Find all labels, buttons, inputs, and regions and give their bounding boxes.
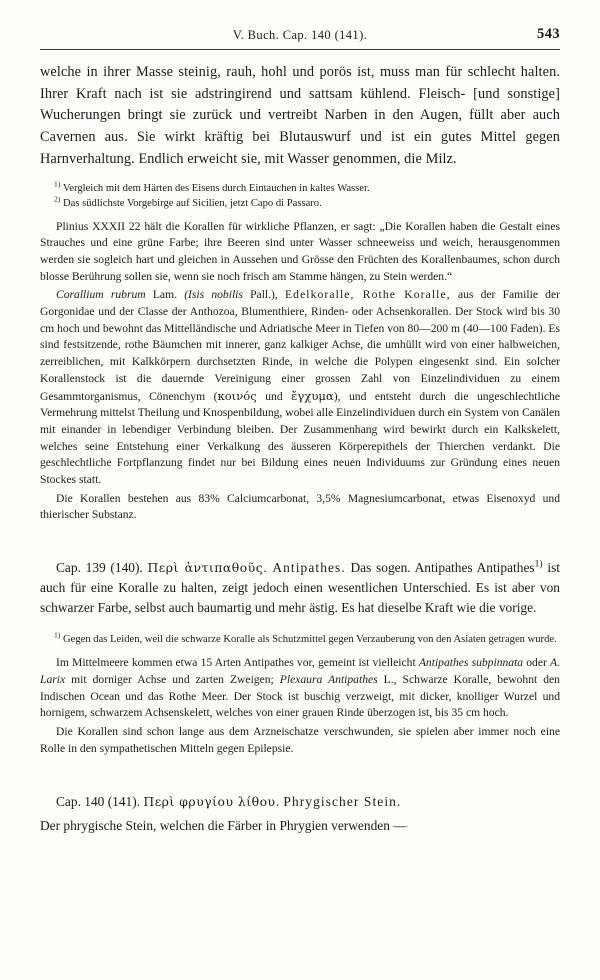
- species-plexaura-antipathes: Plexaura Antipathes: [279, 673, 378, 687]
- commentary-pre: Im Mittelmeere kommen etwa 15 Arten Antipathes vor, gemeint ist vielleicht: [56, 656, 419, 670]
- footnote-block: [40, 181, 560, 211]
- chapter-139-latin-title: Antipathes.: [272, 560, 346, 576]
- commentary-corallium: [40, 287, 560, 488]
- greek-term-enchyma: ἔγχυμα: [291, 388, 334, 403]
- chapter-139-footnote: [40, 632, 560, 647]
- section-gap: [40, 526, 560, 542]
- chapter-139-gap: [40, 622, 560, 632]
- commentary-mid-1: oder: [523, 656, 550, 670]
- page-number: 543: [537, 26, 560, 42]
- species-antipathes-subpinnata: Antipathes subpinnata: [418, 656, 524, 670]
- chapter-140-heading: [40, 792, 560, 812]
- chapter-139-commentary-2: Die Korallen sind schon lange aus dem Arzneischatze verschwunden, sie spielen aber immer noch eine Rolle in den sympathetischen Mitteln gegen Epilepsie.: [40, 725, 560, 755]
- footnote-1-text: Vergleich mit dem Härten des Eisens durch Eintauchen in kaltes Wasser.: [62, 182, 370, 194]
- chapter-139-footnote-block: [40, 632, 560, 647]
- corallium-description: aus der Familie der Gorgonidae und der Classe der Anthozoa, Blumenthiere, Rinden- oder Achsenkorallen. Der Stock wird bis 30 cm hoch und bewohnt das Mittelländische und Adriatische Meer in Tiefen von 80—200 m (40—100 Faden). Es sind festsitzende, rothe Bäumchen mit innerer, ganz kalkiger Achse, die umhüllt wird von einer halbweichen, zerreiblichen, mit Kalkkörpern durchsetzten Rinde, in welche die Polypen eingesenkt sind. Ein solcher Korallenstock ist die dauernde Vereinigung einer grossen Zahl von Einzelindividuen zu einem Gesammtorganismus, Cönenchym (: [40, 288, 560, 403]
- chapter-140-latin-title: Phrygischer Stein.: [283, 793, 402, 809]
- commentary-mid-2: mit dorniger Achse und zarten Zweigen;: [65, 673, 280, 687]
- chapter-139-footnote-text: Gegen das Leiden, weil die schwarze Koralle als Schutzmittel gegen Verzauberung von den Asiaten getragen wurde.: [63, 634, 557, 646]
- chapter-139-heading: Cap. 139 (140). Περὶ ἀντιπαθοῦς. Antipathes. Das sogen. Antipathes Antipathes$^{1)}$ ist auch für eine Koralle zu halten, zeigt jedoch einen wesentlichen Unterschied. Es ist aber von schwarzer Farbe, selbst auch baumartig und mehr ästig. Es hat dieselbe Kraft wie die vorige.: [40, 558, 561, 616]
- commentary-rest: L., Schwarze Koralle, bewohnt den Indischen Ocean und das Rothe Meer. Der Stock ist buschig verzweigt, mit dicker, knolliger Wurzel und hornigem, schwarzem Achsenskelett, welches von einer grauen Rinde überzogen ist, bis 35 cm hoch.: [40, 673, 560, 720]
- chapter-139-footnote-number: 1): [54, 630, 61, 640]
- footnote-2-text: Das südlichste Vorgebirge auf Sicilien, jetzt Capo di Passaro.: [63, 197, 322, 209]
- species-synonym: (Isis nobilis: [184, 288, 243, 302]
- chapter-139-body-rest: ist auch für eine Koralle zu halten, zeigt jedoch einen wesentlichen Unterschied. Es ist aber von schwarzer Farbe, selbst auch baumartig und mehr ästig. Es hat dieselbe Kraft wie die vorige.: [40, 560, 561, 616]
- chapter-139-body-first: Das sogen. Antipathes: [350, 560, 473, 576]
- species-name: Corallium rubrum: [56, 288, 146, 302]
- footnote-2-marker: 2): [54, 194, 61, 204]
- chapter-139-footnote-marker: 1): [534, 558, 543, 570]
- common-names: Edelkoralle, Rothe Koralle,: [284, 288, 451, 302]
- corallium-description-2: ), und entsteht durch die ungeschlechtliche Vermehrung mittelst Theilung und Knospenbildung, wobei alle Einzelindividuen durch ein System von Canälen mit einander in lebendiger Verbindung bleiben. Der Zusammenhang wird bewirkt durch ein Kalkskelett, welches seine Entstehung einer Verkalkung des äusseren Körperepithels der Thierchen verdankt. Die geschlechtliche Fortpflanzung findet nur bei Bildung eines neuen Individuums zur Gründung eines neuen Stockes statt.: [40, 389, 561, 486]
- chapter-140-number: Cap. 140 (141).: [56, 793, 141, 809]
- chapter-139-commentary-1: [40, 655, 560, 722]
- page-header: [40, 28, 560, 43]
- species-synonym-author: Pall.),: [250, 288, 278, 302]
- section-gap-2: [40, 760, 560, 776]
- species-a-larix: A. Larix: [40, 656, 560, 687]
- footnote-1-marker: 1): [54, 179, 61, 189]
- running-title: V. Buch. Cap. 140 (141).: [232, 28, 368, 42]
- chapter-139-number: Cap. 139 (140).: [56, 560, 143, 576]
- main-paragraph: welche in ihrer Masse steinig, rauh, hohl und porös ist, muss man für schlecht halten. Ihrer Kraft nach ist sie adstringirend und sattsam kühlend. Fleisch- [und sonstige] Wucherungen bringt sie zurück und vertreibt Narben in den Augen, füllt aber auch Cavernen aus. Sie wirkt kräftig bei Blutauswurf und ist ein gutes Mittel gegen Harnverhaltung. Endlich erweicht sie, mit Wasser genommen, die Milz.: [40, 64, 560, 167]
- chapter-140-body: Der phrygische Stein, welchen die Färber in Phrygien verwenden —: [40, 817, 407, 833]
- commentary-plinius: Plinius XXXII 22 hält die Korallen für wirkliche Pflanzen, er sagt: „Die Korallen haben die Gestalt eines Strauches und eine grüne Farbe; ihre Beeren sind unter Wasser schneeweiss und weich, herausgenommen werden sie sogleich hart und gleichen in Aussehen und Grösse den Früchten des Korallenbaumes, schon durch blosse Berührung sollen sie, wenn sie noch frisch am Stamme hängen, zu Stein werden.“: [40, 219, 560, 283]
- chapter-140-greek-title: Περὶ φρυγίου λίθου.: [143, 793, 281, 809]
- greek-term-koinos: κοινός: [217, 388, 257, 403]
- corallium-mid: und: [265, 389, 292, 403]
- species-author: Lam.: [152, 288, 177, 302]
- footnote-1: [40, 181, 560, 196]
- footnote-2: [40, 196, 560, 211]
- chapter-139-greek-title: Περὶ ἀντιπαθοῦς.: [147, 560, 268, 576]
- commentary-composition: Die Korallen bestehen aus 83% Calciumcarbonat, 3,5% Magnesiumcarbonat, etwas Eisenoxyd und thierischer Substanz.: [40, 491, 560, 522]
- header-rule: [40, 49, 560, 50]
